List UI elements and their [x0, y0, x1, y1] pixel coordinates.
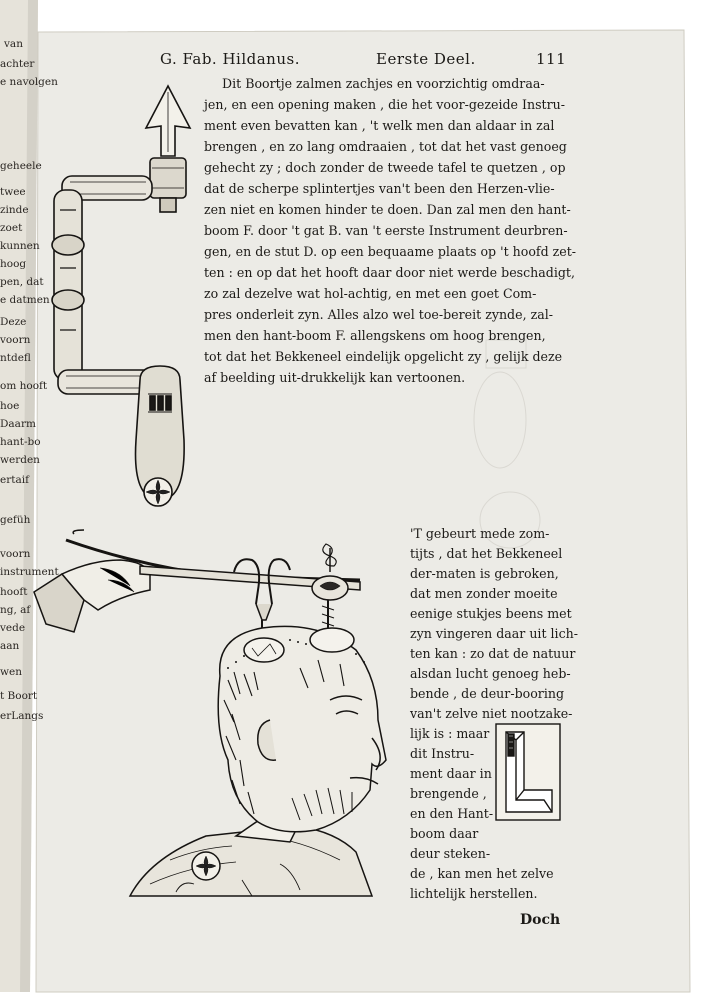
text-line: tijts , dat het Bekkeneel: [410, 546, 563, 561]
margin-fragment: zinde: [0, 204, 29, 216]
margin-fragment: werden: [0, 454, 40, 466]
text-line: alsdan lucht genoeg heb-: [410, 666, 571, 681]
text-line: gen, en de stut D. op een bequaame plaats op 't hoofd zet-: [204, 244, 577, 259]
text-line: Dit Boortje zalmen zachjes en voorzichtig omdraa-: [222, 76, 545, 91]
text-line: gehecht zy ; doch zonder de tweede tafel te quetzen , op: [204, 160, 566, 175]
text-line: pres onderleit zyn. Alles alzo wel toe-bereit zynde, zal-: [204, 307, 553, 322]
margin-fragment: t Boort: [0, 690, 38, 702]
text-line: deur steken-: [410, 846, 491, 861]
text-line: men den hant-boom F. allengskens om hoog brengen,: [204, 328, 546, 343]
margin-fragment: achter: [0, 58, 35, 70]
initial-letter-L: [496, 724, 560, 820]
text-line: dat men zonder moeite: [410, 586, 558, 601]
margin-fragment: voorn: [0, 334, 31, 346]
text-line: boom daar: [410, 826, 479, 841]
margin-fragment: om hooft: [0, 380, 48, 392]
text-line: der-maten is gebroken,: [410, 566, 559, 581]
text-line: ment even bevatten kan , 't welk men dan aldaar in zal: [204, 118, 555, 133]
text-line: lijk is : maar: [410, 726, 490, 741]
margin-fragment: ntdefl: [0, 352, 31, 364]
text-line: zo zal dezelve wat hol-achtig, en met een goet Com-: [204, 286, 537, 301]
margin-fragment: van: [4, 38, 23, 50]
margin-fragment: hoe: [0, 400, 20, 412]
margin-fragment: pen, dat: [0, 276, 44, 288]
margin-fragment: voorn: [0, 548, 31, 560]
text-line: dat de scherpe splintertjes van't been den Herzen-vlie-: [204, 181, 555, 196]
text-line: brengen , en zo lang omdraaien , tot dat het vast genoeg: [204, 139, 567, 154]
text-line: bende , de deur-booring: [410, 686, 565, 701]
text-line: ten kan : zo dat de natuur: [410, 646, 576, 661]
margin-fragment: e navolgen: [0, 76, 58, 88]
margin-fragment: ng, af: [0, 604, 31, 616]
text-line: lichtelijk herstellen.: [410, 886, 538, 901]
margin-fragment: ertaif: [0, 474, 29, 486]
margin-fragment: hant-bo: [0, 436, 41, 448]
text-line: 'T gebeurt mede zom-: [410, 526, 550, 541]
text-line: zyn vingeren daar uit lich-: [410, 626, 578, 641]
text-line: boom F. door 't gat B. van 't eerste Instrument deurbren-: [204, 223, 568, 238]
text-line: af beelding uit-drukkelijk kan vertoonen.: [204, 370, 466, 385]
page-number: 111: [536, 50, 567, 68]
text-line: zen niet en komen hinder te doen. Dan zal men den hant-: [204, 202, 571, 217]
text-line: brengende ,: [410, 786, 487, 801]
margin-fragment: geheele: [0, 160, 42, 172]
margin-fragment: wen: [0, 666, 22, 678]
margin-fragment: instrument: [0, 566, 59, 578]
margin-fragment: gefüh: [0, 514, 31, 526]
margin-fragment: e datmen: [0, 294, 50, 306]
margin-fragment: Deze: [0, 316, 27, 328]
text-line: eenige stukjes beens met: [410, 606, 572, 621]
text-line: de , kan men het zelve: [410, 866, 554, 881]
catchword: Doch: [520, 912, 561, 928]
margin-fragment: zoet: [0, 222, 23, 234]
text-line: en den Hant-: [410, 806, 494, 821]
text-line: jen, en een opening maken , die het voor-gezeide Instru-: [204, 97, 566, 112]
margin-fragment: twee: [0, 186, 26, 198]
margin-fragment: kunnen: [0, 240, 40, 252]
section-title: Eerste Deel.: [376, 50, 476, 68]
margin-fragment: hooft: [0, 586, 28, 598]
text-line: tot dat het Bekkeneel eindelijk opgelicht zy , gelijk deze: [204, 349, 563, 364]
margin-fragment: erLangs: [0, 710, 44, 722]
text-line: ten : en op dat het hooft daar door niet werde beschadigt,: [204, 265, 575, 280]
margin-fragment: vede: [0, 622, 26, 634]
margin-fragment: Daarm: [0, 418, 36, 430]
text-line: dit Instru-: [410, 746, 475, 761]
text-line: van't zelve niet nootzake-: [410, 706, 573, 721]
margin-fragment: hoog: [0, 258, 27, 270]
running-title: G. Fab. Hildanus.: [160, 50, 300, 68]
text-line: ment daar in: [410, 766, 492, 781]
margin-fragment: aan: [0, 640, 20, 652]
